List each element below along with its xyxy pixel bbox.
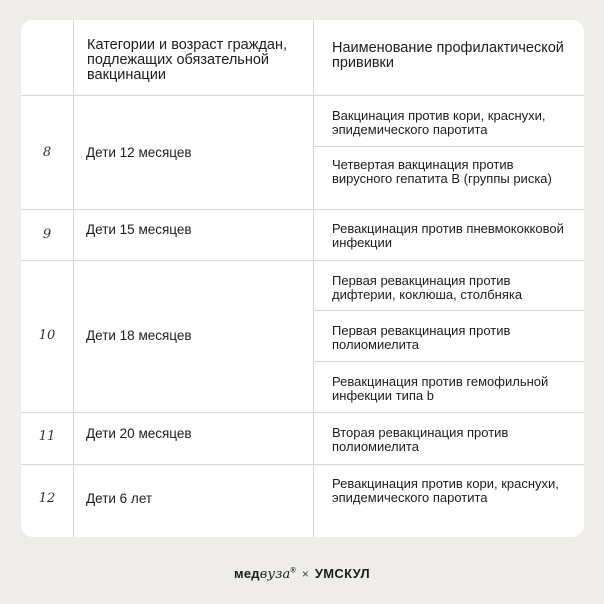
vaccine-name: Четвертая вакцинация против вирусного гепатита B (группы риска): [332, 157, 552, 186]
vaccine-name: Вакцинация против кори, краснухи, эпидемического паротита: [332, 108, 546, 137]
vaccine-name: Ревакцинация против гемофильной инфекции типа b: [332, 374, 549, 403]
cell-divider: [313, 361, 584, 362]
row-number: 11: [38, 429, 56, 444]
row-number: 10: [38, 328, 56, 343]
header-category: Категории и возраст граждан, подлежащих обязательной вакцинации: [87, 37, 288, 83]
row-divider: [21, 209, 584, 210]
row-age: Дети 18 месяцев: [86, 328, 192, 343]
cell-divider: [313, 146, 584, 147]
row-age: Дети 20 месяцев: [86, 426, 192, 441]
vaccine-name: Первая ревакцинация против полиомиелита: [332, 323, 511, 352]
header-vaccine: Наименование профилактической прививки: [332, 40, 564, 71]
vaccine-name: Первая ревакцинация против дифтерии, коклюша, столбняка: [332, 273, 523, 302]
row-age: Дети 12 месяцев: [86, 145, 192, 160]
medvuza-logo: медвуза®: [234, 566, 296, 582]
vaccine-name: Ревакцинация против пневмококковой инфекции: [332, 221, 564, 250]
umskul-logo: УМСКУЛ: [314, 566, 370, 581]
row-number: 9: [42, 227, 52, 242]
vaccination-table-card: [21, 20, 584, 537]
column-divider: [73, 20, 74, 537]
row-divider: [21, 412, 584, 413]
row-divider: [21, 464, 584, 465]
column-divider: [313, 20, 314, 537]
cell-divider: [313, 310, 584, 311]
footer-brand: [0, 566, 604, 582]
vaccine-name: Ревакцинация против кори, краснухи, эпидемического паротита: [332, 476, 559, 505]
row-age: Дети 6 лет: [86, 491, 153, 506]
header-divider: [21, 95, 584, 96]
row-divider: [21, 260, 584, 261]
row-number: 8: [42, 145, 52, 160]
vaccine-name: Вторая ревакцинация против полиомиелита: [332, 425, 509, 454]
times-icon: ×: [301, 567, 309, 581]
row-number: 12: [38, 491, 56, 506]
row-age: Дети 15 месяцев: [86, 222, 192, 237]
